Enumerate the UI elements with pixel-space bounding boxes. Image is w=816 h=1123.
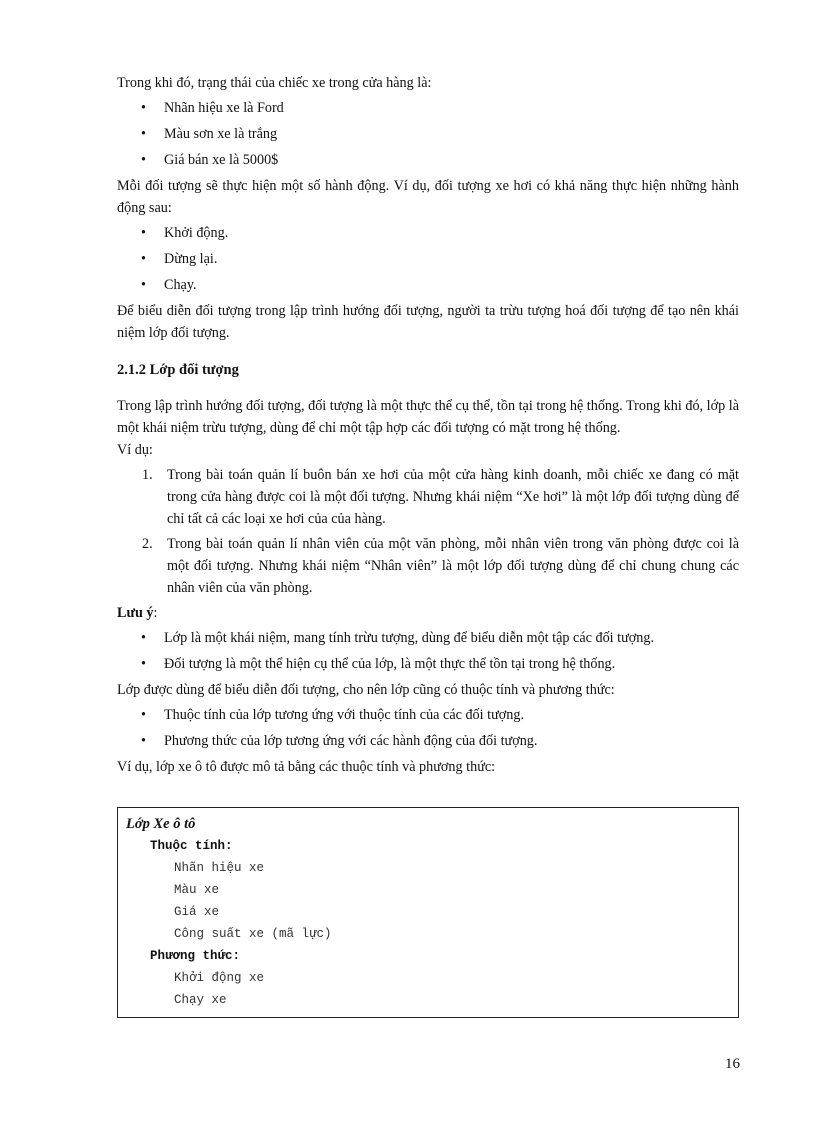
actions-intro-text: Mỗi đối tượng sẽ thực hiện một số hành động. Ví dụ, đối tượng xe hơi có khả năng thực hiện những hành động sau: (117, 178, 739, 216)
bullet-icon: • (141, 277, 146, 293)
bullet-icon: • (141, 656, 146, 672)
abstraction-paragraph: Để biểu diễn đối tượng trong lập trình hướng đối tượng, người ta trừu tượng hoá đối tượng để tạo nên khái niệm lớp đối tượng. (117, 303, 739, 341)
list-item: 1. Trong bài toán quản lí buôn bán xe hơi của một cửa hàng kinh doanh, mỗi chiếc xe đang có mặt trong cửa hàng được coi là một đối tượng. Nhưng khái niệm “Xe hơi” là một lớp đối tượng dùng để chỉ tất cả các loại xe hơi của của hàng. (142, 467, 739, 527)
bullet-icon: • (141, 251, 146, 267)
list-item: • Khởi động. (117, 222, 739, 244)
list-item: • Phương thức của lớp tương ứng với các hành động của đối tượng. (117, 730, 739, 752)
code-box (117, 807, 739, 1018)
page-number: 16 (725, 1056, 740, 1072)
page-content (117, 72, 739, 1018)
code-title: Lớp Xe ô tô (126, 816, 196, 832)
bullet-icon: • (141, 225, 146, 241)
car-class-intro: Ví dụ, lớp xe ô tô được mô tả bằng các thuộc tính và phương thức: (117, 759, 496, 775)
class-props-intro: Lớp được dùng để biểu diễn đối tượng, cho nên lớp cũng có thuộc tính và phương thức: (117, 682, 615, 698)
note-list (117, 627, 739, 675)
code-attr: Giá xe (174, 905, 220, 919)
code-method: Khởi động xe (174, 971, 265, 985)
list-item: • Màu sơn xe là trắng (117, 123, 739, 145)
code-attr-label: Thuộc tính: (150, 839, 233, 853)
bullet-icon: • (141, 126, 146, 142)
list-item: • Lớp là một khái niệm, mang tính trừu tượng, dùng để biểu diễn một tập các đối tượng. (117, 627, 739, 649)
list-item: • Giá bán xe là 5000$ (117, 149, 739, 171)
intro-state-text: Trong khi đó, trạng thái của chiếc xe trong cửa hàng là: (117, 75, 432, 91)
class-props-list (117, 704, 739, 752)
bullet-icon: • (141, 152, 146, 168)
code-attr: Màu xe (174, 883, 220, 897)
list-item: • Đối tượng là một thể hiện cụ thể của lớp, là một thực thể tồn tại trong hệ thống. (117, 653, 739, 675)
list-item: • Nhãn hiệu xe là Ford (117, 97, 739, 119)
bullet-icon: • (141, 733, 146, 749)
section-heading: 2.1.2 Lớp đối tượng (117, 362, 239, 378)
bullet-icon: • (141, 100, 146, 116)
list-item: 2. Trong bài toán quản lí nhân viên của một văn phòng, mỗi nhân viên trong văn phòng được coi là một đối tượng. Nhưng khái niệm “Nhân viên” là một lớp đối tượng dùng để chỉ chung chung các nhân viên của văn phòng. (142, 536, 739, 596)
code-method: Chạy xe (174, 993, 227, 1007)
example-list (117, 464, 739, 599)
action-list (117, 222, 739, 296)
bullet-icon: • (141, 707, 146, 723)
code-attr: Nhãn hiệu xe (174, 861, 265, 875)
list-item: • Thuộc tính của lớp tương ứng với thuộc tính của các đối tượng. (117, 704, 739, 726)
list-item: • Dừng lại. (117, 248, 739, 270)
code-attr: Công suất xe (mã lực) (174, 927, 332, 941)
example-label: Ví dụ: (117, 442, 153, 458)
code-method-label: Phương thức: (150, 949, 241, 963)
note-label: Lưu ý: (117, 605, 158, 621)
state-list (117, 97, 739, 171)
list-item: • Chạy. (117, 274, 739, 296)
bullet-icon: • (141, 630, 146, 646)
class-paragraph: Trong lập trình hướng đối tượng, đối tượng là một thực thể cụ thể, tồn tại trong hệ thống. Trong khi đó, lớp là một khái niệm trừu tượng, dùng để chỉ một tập hợp các đối tượng có mặt trong hệ thống. (117, 398, 739, 436)
